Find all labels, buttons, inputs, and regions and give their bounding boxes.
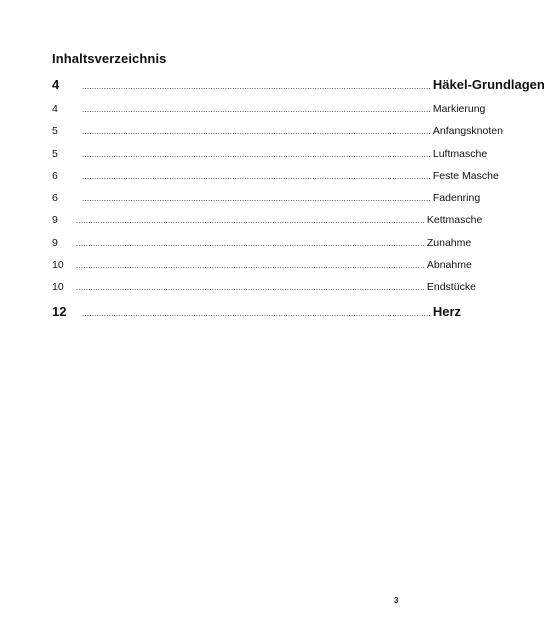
- toc-entry-kettmasche: [52, 213, 483, 228]
- toc-entry-markierung: [52, 102, 486, 117]
- toc-leader-dots: ................................................................................................................................................: [76, 216, 425, 225]
- toc-entry-label: Zunahme: [426, 237, 472, 249]
- toc-entry-abnahme: [52, 258, 472, 273]
- toc-entry-number: 6: [52, 170, 58, 182]
- toc-title: Inhaltsverzeichnis: [52, 51, 167, 66]
- toc-leader-dots: ................................................................................................................................................: [82, 150, 431, 159]
- toc-entry-number: 4: [52, 77, 60, 92]
- toc-entry-label: Markierung: [432, 103, 486, 115]
- toc-leader-dots: ................................................................................................................................................: [82, 105, 431, 114]
- toc-leader-dots: ................................................................................................................................................: [82, 309, 431, 318]
- toc-entry-label: Kettmasche: [426, 214, 483, 226]
- toc-entry-label: Endstücke: [426, 281, 476, 293]
- toc-leader-dots: ................................................................................................................................................: [82, 82, 431, 91]
- toc-leader-dots: ................................................................................................................................................: [82, 127, 431, 136]
- toc-entry-label: Abnahme: [426, 259, 472, 271]
- toc-entry-number: 5: [52, 148, 58, 160]
- toc-entry-number: 4: [52, 103, 58, 115]
- toc-entry-label: Anfangsknoten: [432, 125, 503, 137]
- toc-entry-number: 10: [52, 281, 64, 293]
- toc-entry-fadenring: [52, 191, 481, 206]
- toc-entry-label: Herz: [432, 304, 462, 319]
- toc-leader-dots: ................................................................................................................................................: [76, 261, 425, 270]
- toc-entry-number: 6: [52, 192, 58, 204]
- toc-entry-number: 12: [52, 304, 67, 319]
- toc-entry-feste-masche: [52, 169, 499, 184]
- toc-entry-haekel-grundlagen: [52, 77, 545, 95]
- toc-entry-number: 9: [52, 237, 58, 249]
- page-number: 3: [394, 596, 399, 605]
- toc-entry-zunahme: [52, 236, 472, 251]
- toc-entry-label: Luftmasche: [432, 148, 488, 160]
- toc-entry-label: Fadenring: [432, 192, 481, 204]
- toc-leader-dots: ................................................................................................................................................: [82, 172, 431, 181]
- toc-entry-herz: [52, 304, 462, 322]
- toc-entry-number: 10: [52, 259, 64, 271]
- toc-entry-endstuecke: [52, 280, 476, 295]
- toc-leader-dots: ................................................................................................................................................: [82, 194, 431, 203]
- toc-entry-number: 9: [52, 214, 58, 226]
- toc-entry-label: Häkel-Grundlagen: [432, 77, 545, 92]
- toc-entry-anfangsknoten: [52, 124, 503, 139]
- toc-entry-label: Feste Masche: [432, 170, 499, 182]
- toc-entry-luftmasche: [52, 147, 488, 162]
- toc-entry-number: 5: [52, 125, 58, 137]
- toc-leader-dots: ................................................................................................................................................: [76, 283, 425, 292]
- toc-leader-dots: ................................................................................................................................................: [76, 239, 425, 248]
